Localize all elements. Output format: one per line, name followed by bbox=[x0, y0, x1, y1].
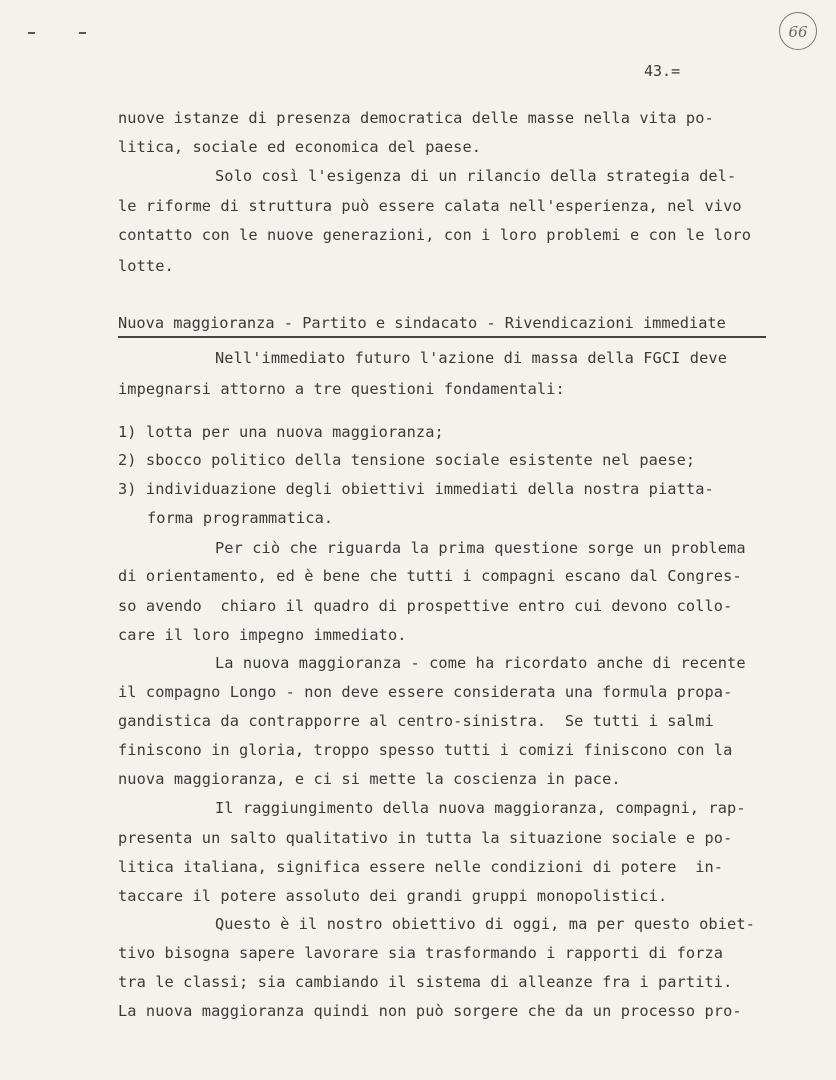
text-line: Nell'immediato futuro l'azione di massa della FGCI deve bbox=[215, 349, 728, 367]
text-line: finiscono in gloria, troppo spesso tutti i comizi finiscono con la bbox=[118, 741, 733, 759]
text-line: litica italiana, significa essere nelle condizioni di potere in- bbox=[118, 858, 724, 876]
text-line: Questo è il nostro obiettivo di oggi, ma per questo obiet- bbox=[215, 915, 755, 933]
text-line: nuove istanze di presenza democratica delle masse nella vita po- bbox=[118, 109, 714, 127]
text-line: Solo così l'esigenza di un rilancio della strategia del- bbox=[215, 167, 737, 185]
text-line: impegnarsi attorno a tre questioni fondamentali: bbox=[118, 380, 565, 398]
text-line: taccare il potere assoluto dei grandi gruppi monopolistici. bbox=[118, 887, 668, 905]
text-line: Il raggiungimento della nuova maggioranza, compagni, rap- bbox=[215, 799, 746, 817]
text-line: La nuova maggioranza - come ha ricordato anche di recente bbox=[215, 654, 746, 672]
margin-mark bbox=[28, 32, 35, 34]
text-line: care il loro impegno immediato. bbox=[118, 626, 407, 644]
list-item: 1) lotta per una nuova maggioranza; bbox=[118, 423, 444, 441]
section-heading: Nuova maggioranza - Partito e sindacato - Rivendicazioni immediate bbox=[118, 314, 726, 332]
text-line: contatto con le nuove generazioni, con i loro problemi e con le loro bbox=[118, 226, 752, 244]
text-line: lotte. bbox=[118, 257, 174, 275]
text-line: le riforme di struttura può essere calata nell'esperienza, nel vivo bbox=[118, 197, 742, 215]
text-line: gandistica da contrapporre al centro-sinistra. Se tutti i salmi bbox=[118, 712, 714, 730]
list-item: 3) individuazione degli obiettivi immediati della nostra piatta- bbox=[118, 480, 714, 498]
text-line: tivo bisogna sapere lavorare sia trasformando i rapporti di forza bbox=[118, 944, 724, 962]
text-line: tra le classi; sia cambiando il sistema di alleanze fra i partiti. bbox=[118, 973, 733, 991]
text-line: litica, sociale ed economica del paese. bbox=[118, 138, 482, 156]
text-line: di orientamento, ed è bene che tutti i compagni escano dal Congres- bbox=[118, 567, 742, 585]
page-number: 43.= bbox=[644, 62, 681, 80]
text-line: so avendo chiaro il quadro di prospettive entro cui devono collo- bbox=[118, 597, 733, 615]
list-item: 2) sbocco politico della tensione sociale esistente nel paese; bbox=[118, 451, 696, 469]
text-line: Per ciò che riguarda la prima questione sorge un problema bbox=[215, 539, 746, 557]
text-line: presenta un salto qualitativo in tutta la situazione sociale e po- bbox=[118, 829, 733, 847]
text-line: il compagno Longo - non deve essere considerata una formula propa- bbox=[118, 683, 733, 701]
text-line: La nuova maggioranza quindi non può sorgere che da un processo pro- bbox=[118, 1002, 742, 1020]
list-item-continuation: forma programmatica. bbox=[147, 509, 334, 527]
archive-stamp: 66 bbox=[779, 12, 817, 50]
margin-mark bbox=[79, 32, 86, 34]
heading-underline bbox=[118, 336, 766, 338]
text-line: nuova maggioranza, e ci si mette la coscienza in pace. bbox=[118, 770, 621, 788]
